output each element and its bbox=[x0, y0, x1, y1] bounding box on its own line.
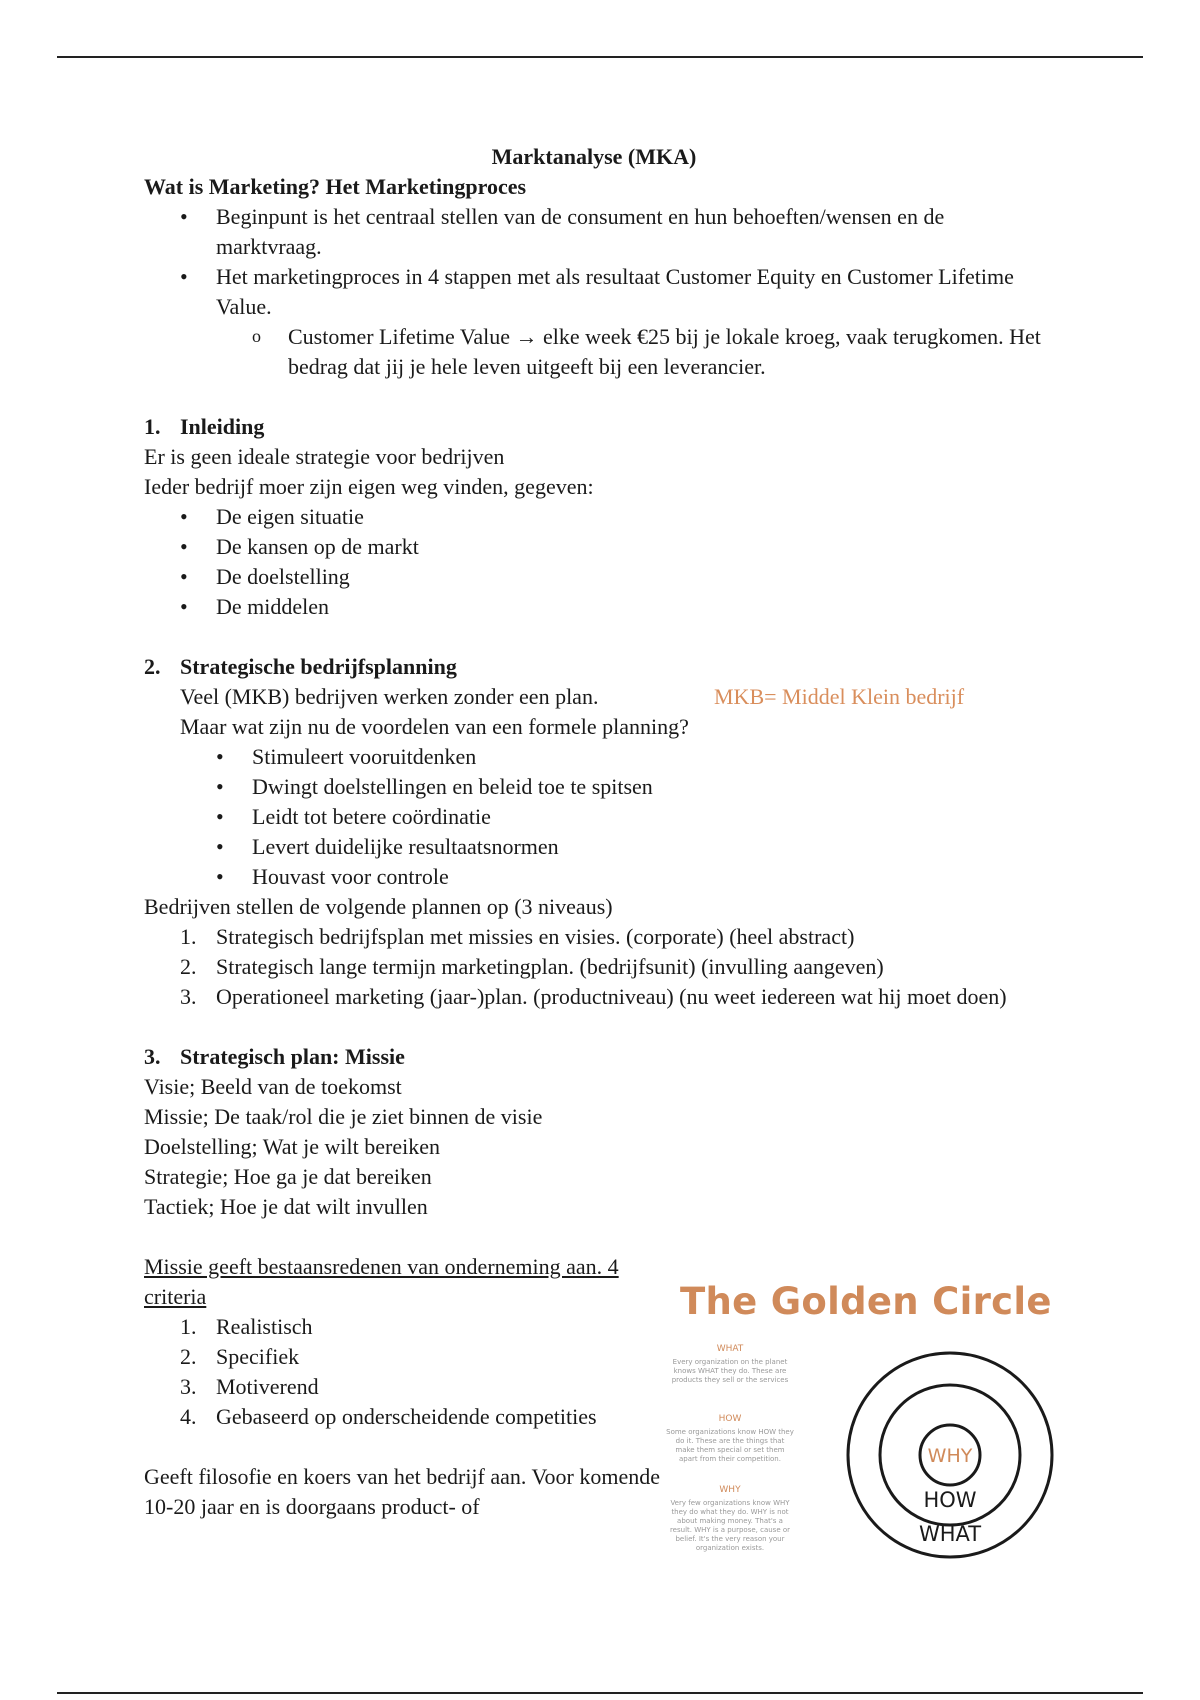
list-item: 2. Specifiek bbox=[180, 1344, 300, 1369]
list-item: • Dwingt doelstellingen en beleid toe te spitsen bbox=[144, 772, 1044, 802]
list-item: 3. Motiverend bbox=[180, 1374, 319, 1399]
bottom-rule bbox=[57, 1692, 1143, 1694]
definition: Tactiek; Hoe je dat wilt invullen bbox=[144, 1194, 428, 1219]
list-item: • De doelstelling bbox=[144, 562, 1044, 592]
why-label: WHY bbox=[719, 1485, 741, 1495]
section-heading-3: 3. Strategisch plan: Missie bbox=[144, 1044, 405, 1069]
list-item: 1. Realistisch bbox=[180, 1314, 313, 1339]
list-item: 1. Strategisch bedrijfsplan met missies en visies. (corporate) (heel abstract) bbox=[180, 924, 855, 949]
list-item: • Beginpunt is het centraal stellen van de consument en hun behoeften/wensen en de marktvraag. bbox=[144, 202, 1044, 262]
list-item: • Het marketingproces in 4 stappen met als resultaat Customer Equity en Customer Lifetime Value. bbox=[144, 262, 1044, 322]
top-rule bbox=[57, 56, 1143, 58]
criteria-heading: Missie geeft bestaansredenen van onderneming aan. 4 criteria bbox=[144, 1254, 619, 1309]
paragraph: Bedrijven stellen de volgende plannen op (3 niveaus) bbox=[144, 894, 613, 919]
margin-note: MKB= Middel Klein bedrijf bbox=[714, 684, 965, 709]
paragraph: Maar wat zijn nu de voordelen van een formele planning? bbox=[180, 714, 689, 739]
definition: Visie; Beeld van de toekomst bbox=[144, 1074, 402, 1099]
list-item: • Levert duidelijke resultaatsnormen bbox=[144, 832, 1044, 862]
sub-list-item: o Customer Lifetime Value → elke week €25 bij je lokale kroeg, vaak terugkomen. Het bedrag dat jij je hele leven uitgeeft bij een leverancier. bbox=[144, 322, 1044, 382]
list-item: 2. Strategisch lange termijn marketingplan. (bedrijfsunit) (invulling aangeven) bbox=[180, 954, 884, 979]
definition: Missie; De taak/rol die je ziet binnen de visie bbox=[144, 1104, 543, 1129]
intro-heading: Wat is Marketing? Het Marketingproces bbox=[144, 174, 527, 199]
mission-block bbox=[144, 1252, 664, 1522]
paragraph: Geeft filosofie en koers van het bedrijf aan. Voor komende 10-20 jaar en is doorgaans product- of bbox=[144, 1464, 661, 1519]
paragraph: Ieder bedrijf moer zijn eigen weg vinden, gegeven: bbox=[144, 474, 594, 499]
how-label: HOW bbox=[718, 1414, 742, 1424]
definition: Strategie; Hoe ga je dat bereiken bbox=[144, 1164, 432, 1189]
how-text: Some organizations know HOW they do it. These are the things that make them special or set them apart from their competition. bbox=[666, 1428, 794, 1463]
section-heading-2: 2. Strategische bedrijfsplanning bbox=[144, 654, 457, 679]
definition: Doelstelling; Wat je wilt bereiken bbox=[144, 1134, 440, 1159]
golden-circle-title: The Golden Circle bbox=[680, 1280, 1052, 1323]
why-text: Very few organizations know WHY they do what they do. WHY is not about making money. That's a result. WHY is a purpose, cause or belief. It's the very reason your organization exists. bbox=[669, 1499, 791, 1552]
list-item: 4. Gebaseerd op onderscheidende competities bbox=[180, 1404, 597, 1429]
what-label: WHAT bbox=[716, 1344, 744, 1354]
s2-list bbox=[144, 742, 1044, 892]
list-item: 3. Operationeel marketing (jaar-)plan. (productniveau) (nu weet iedereen wat hij moet doen) bbox=[180, 984, 1007, 1009]
criteria-list bbox=[144, 1312, 664, 1432]
section-heading-1: 1. Inleiding bbox=[144, 414, 265, 439]
ring-what-label: WHAT bbox=[918, 1522, 982, 1546]
list-item: • De eigen situatie bbox=[144, 502, 1044, 532]
list-item: • Stimuleert vooruitdenken bbox=[144, 742, 1044, 772]
intro-list bbox=[144, 202, 1044, 382]
paragraph: Er is geen ideale strategie voor bedrijven bbox=[144, 444, 505, 469]
ring-why-label: WHY bbox=[927, 1445, 973, 1467]
list-item: • Houvast voor controle bbox=[144, 862, 1044, 892]
golden-circle-figure bbox=[665, 1280, 1065, 1580]
list-item: • Leidt tot betere coördinatie bbox=[144, 802, 1044, 832]
golden-circle-rings-icon bbox=[840, 1345, 1060, 1565]
ring-how-label: HOW bbox=[923, 1488, 977, 1512]
list-item: • De kansen op de markt bbox=[144, 532, 1044, 562]
what-text: Every organization on the planet knows WHAT they do. These are products they sell or the services bbox=[671, 1358, 789, 1384]
page-title: Marktanalyse (MKA) bbox=[491, 144, 697, 169]
s2-levels bbox=[144, 922, 1044, 1012]
list-item: • De middelen bbox=[144, 592, 1044, 622]
s1-list bbox=[144, 502, 1044, 622]
paragraph: Veel (MKB) bedrijven werken zonder een plan. MKB= Middel Klein bedrijf bbox=[144, 682, 1044, 712]
